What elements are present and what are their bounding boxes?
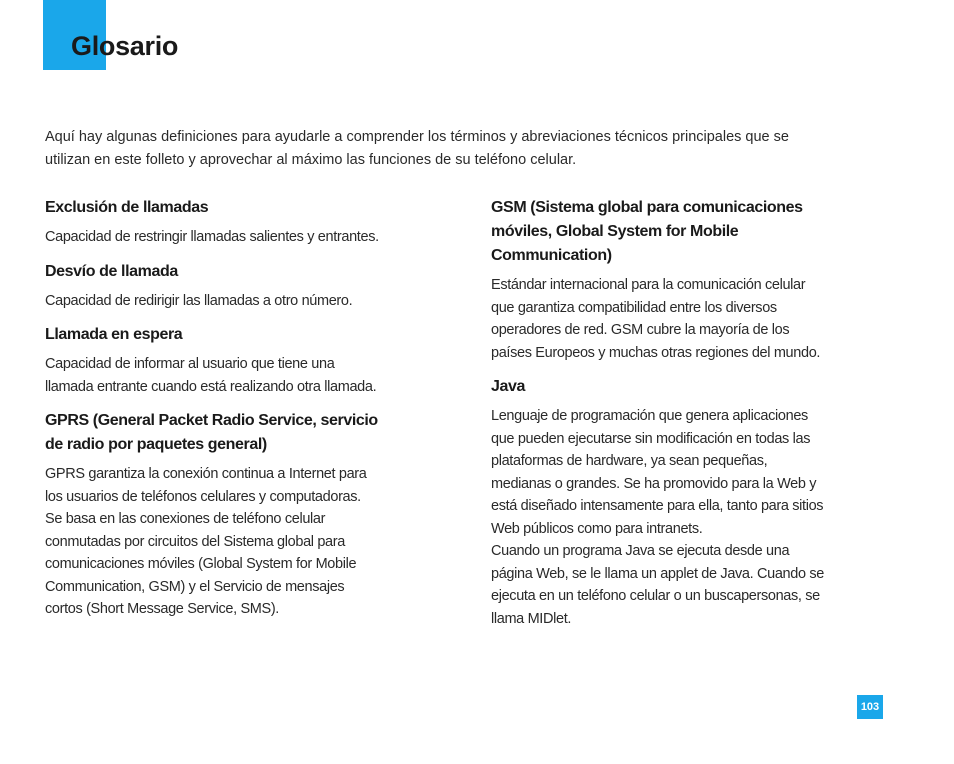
left-column [45, 196, 455, 621]
definition-call-divert: Capacidad de redirigir las llamadas a otro número. [45, 292, 353, 309]
definition-call-barring: Capacidad de restringir llamadas salientes y entrantes. [45, 229, 379, 245]
intro-paragraph [45, 126, 915, 171]
page-number-badge: 103 [857, 695, 883, 719]
term-call-waiting: Llamada en espera [45, 326, 183, 343]
term-call-barring: Exclusión de llamadas [45, 199, 209, 216]
definition-java: Lenguaje de programación que genera aplicaciones que pueden ejecutarse sin modificación en todas las plataformas de hardware, ya sean pequeñas, medianas o grandes. Se ha promovido para la Web y está diseñado intensamente para ella, tanto para sitios Web públicos como para intranets. Cuando un programa Java se ejecuta desde una página Web, se le llama un applet de Java. Cuando se ejecuta en un teléfono celular o un buscapersonas, se llama MIDlet. [491, 408, 824, 627]
definition-call-waiting: Capacidad de informar al usuario que tiene una llamada entrante cuando está realizando otra llamada. [45, 356, 377, 395]
term-call-divert: Desvío de llamada [45, 262, 178, 280]
intro-line: utilizan en este folleto y aprovechar al máximo las funciones de su teléfono celular. [45, 151, 577, 168]
term-java: Java [491, 378, 525, 395]
term-gprs: GPRS (General Packet Radio Service, servicio de radio por paquetes general) [45, 412, 378, 453]
intro-line: Aquí hay algunas definiciones para ayudarle a comprender los términos y abreviaciones técnicos principales que se [45, 129, 789, 145]
definition-gprs: GPRS garantiza la conexión continua a Internet para los usuarios de teléfonos celulares y computadoras. Se basa en las conexiones de teléfono celular conmutadas por circuitos del Sistema global para comunicaciones móviles (Global System for Mobile Communication, GSM) y el Servicio de mensajes cortos (Short Message Service, SMS). [45, 466, 367, 617]
page-title: Glosario [71, 31, 179, 61]
definition-gsm: Estándar internacional para la comunicación celular que garantiza compatibilidad entre los diversos operadores de red. GSM cubre la mayoría de los países Europeos y muchas otras regiones del mundo. [491, 277, 821, 361]
right-column [491, 196, 901, 630]
term-gsm: GSM (Sistema global para comunicaciones móviles, Global System for Mobile Communication) [491, 199, 803, 264]
